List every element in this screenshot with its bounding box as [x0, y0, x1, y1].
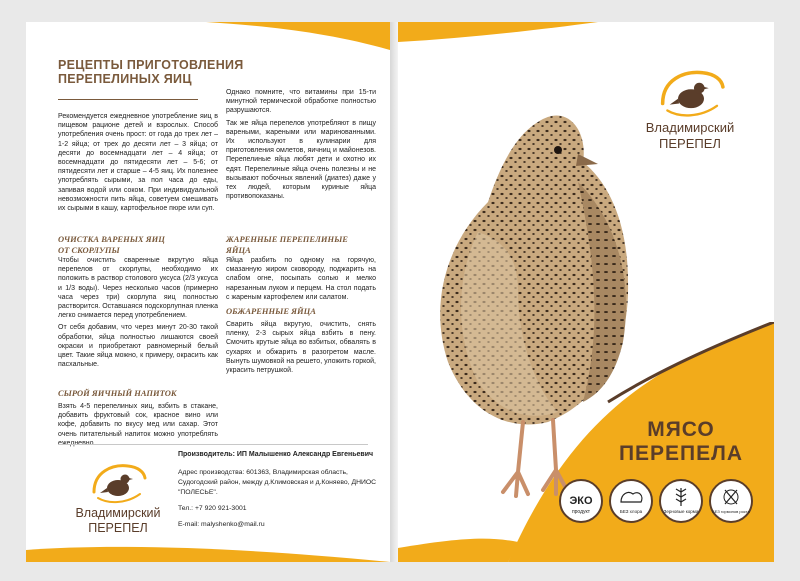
product-title-line-1: МЯСО	[647, 418, 715, 441]
drink-paragraph: Взять 4-5 перепелиных яиц, взбить в стакане, добавить фруктовый сок, красное вино или кофе, добавить по вкусу мед или сахар. Этот очень питательный напиток можно употреблять ежедневно.	[58, 403, 218, 447]
section-peeling-title-2: ОТ СКОРЛУПЫ	[58, 245, 120, 255]
section-fried-title-2: ЯЙЦА	[226, 245, 251, 255]
intro-column-2	[226, 88, 376, 204]
production-address: Адрес производства: 601363, Владимирская область, Судогодский район, между д.Климовская и д.Коняево, ДНИОС "ПОЛЕСЬЕ".	[178, 469, 377, 496]
intro-column-1	[58, 112, 218, 216]
fried-paragraph: Яйца разбить по одному на горячую, смазанную жиром сковороду, поджарить на слабом огне, посыпать солью и мелко нарезанным луком и перцем. На стол подать с жареным картофелем или салатом.	[226, 257, 376, 301]
section-fried-text	[226, 256, 376, 305]
producer-info	[178, 450, 378, 530]
section-peeling-title-1: ОЧИСТКА ВАРЕНЫХ ЯИЦ	[58, 234, 165, 244]
section-drink-title	[58, 388, 177, 399]
producer-label: Производитель:	[178, 451, 235, 458]
intro-text-2: Однако помните, что витамины при 15-ти минутной термической обработке полностью разрушаются.	[226, 89, 376, 115]
quail-logo-icon	[655, 68, 727, 120]
producer-name: ИП Малышенко Александр Евгеньевич	[236, 451, 374, 458]
no-hormones-label: БЕЗ гормонов роста	[712, 509, 750, 514]
bottom-wave-decoration	[26, 532, 390, 562]
phone-number: Тел.: +7 920 921-3001	[178, 505, 247, 512]
header-brand-line-1: Владимирский	[645, 120, 735, 135]
email-address: E-mail: malyshenko@mail.ru	[178, 521, 265, 528]
right-page	[398, 22, 774, 562]
intro-text-3: Так же яйца перепелов употребляют в пищу вареными, жареными или маринованными. Их используют в кулинарии для приготовления омлетов, яичниц и майонезов. Перепелиные яйца любят дети и охотно их едят. Перепелиные яйца очень полезны и не вызывают побочных явлений (диатез) даже у тех людей, которым куриные яйца противопоказаны.	[226, 119, 376, 201]
footer-brand-line-1: Владимирский	[75, 506, 161, 520]
footer-brand-line-2: ПЕРЕПЕЛ	[88, 521, 148, 535]
section-roasted-title-text: ОБЖАРЕННЫЕ ЯЙЦА	[226, 306, 316, 316]
section-fried-title-1: ЖАРЕННЫЕ ПЕРЕПЕЛИНЫЕ	[226, 234, 348, 244]
header-brand-line-2: ПЕРЕПЕЛ	[659, 136, 721, 151]
eco-product-badge	[558, 478, 604, 524]
no-chlorine-label: БЕЗ хлора	[619, 509, 643, 514]
eco-badge-text: ЭКО	[569, 495, 593, 507]
right-top-wave-decoration	[398, 22, 774, 62]
section-roasted-title	[226, 306, 316, 317]
heading-line-1: РЕЦЕПТЫ ПРИГОТОВЛЕНИЯ	[58, 58, 244, 72]
center-fold	[390, 22, 398, 562]
no-chlorine-badge	[608, 478, 654, 524]
section-peeling-title	[58, 234, 165, 256]
section-peeling-text	[58, 256, 218, 372]
recipes-heading	[58, 58, 244, 86]
heading-underline	[58, 99, 198, 100]
grain-feed-badge	[658, 478, 704, 524]
roasted-paragraph: Сварить яйца вкрутую, очистить, снять пленку, 2-3 сырых яйца взбить в пену. Смочить крутые яйца во взбитых, обвалять в сухарях и обжарить в разогретом масле. Вынуть шумовкой на решето, уложить горкой, украсить петрушкой.	[226, 321, 376, 375]
peeling-paragraph-1: Чтобы очистить сваренные вкрутую яйца перепелов от скорлупы, необходимо их положить в раствор столового уксуса (2/3 уксуса и 1/3 воды). Через несколько часов (примерно часа через три) скорлупа яиц полностью растворится. Оставшаяся подскорлупная пленка легко снимается перед употреблением.	[58, 257, 218, 320]
left-page	[26, 22, 390, 562]
eco-badge-label: продукт	[571, 509, 591, 515]
no-hormones-badge	[708, 478, 754, 524]
footer-divider	[58, 444, 368, 445]
grain-feed-label: Зерновые корма	[663, 509, 699, 514]
heading-line-2: ПЕРЕПЕЛИНЫХ ЯИЦ	[58, 72, 192, 86]
section-drink-title-text: СЫРОЙ ЯИЧНЫЙ НАПИТОК	[58, 388, 177, 398]
product-title	[606, 418, 756, 466]
top-wave-decoration	[26, 22, 390, 62]
section-roasted-text	[226, 320, 376, 378]
intro-text-1: Рекомендуется ежедневное употребление яиц в пищевом рационе детей и взрослых. Способ употребления очень прост: от года до трех лет – 1-2 яйца; от трех до десяти лет – 3 яйца; от десяти до восемнадцати лет – 4 яйца; от восемнадцати до пятидесяти лет – 5-6; от пятидесяти лет и старше – 4-5 яиц. Их полезнее употреблять сырыми, за пол часа до еды, запивая водой или соком. При индивидуальной невозможности пить яйца, советуем смешивать их сырыми в кашу, картофельное пюре или суп.	[58, 113, 218, 213]
quail-logo-icon	[88, 462, 148, 506]
product-title-line-2: ПЕРЕПЕЛА	[618, 442, 744, 465]
section-fried-title	[226, 234, 348, 256]
peeling-paragraph-2: От себя добавим, что через минут 20-30 такой обработки, яйца полностью лишаются своей окраски и приобретают равномерный белый цвет. Такие яйца можно, к примеру, окрасить как пасхальные.	[58, 324, 218, 369]
